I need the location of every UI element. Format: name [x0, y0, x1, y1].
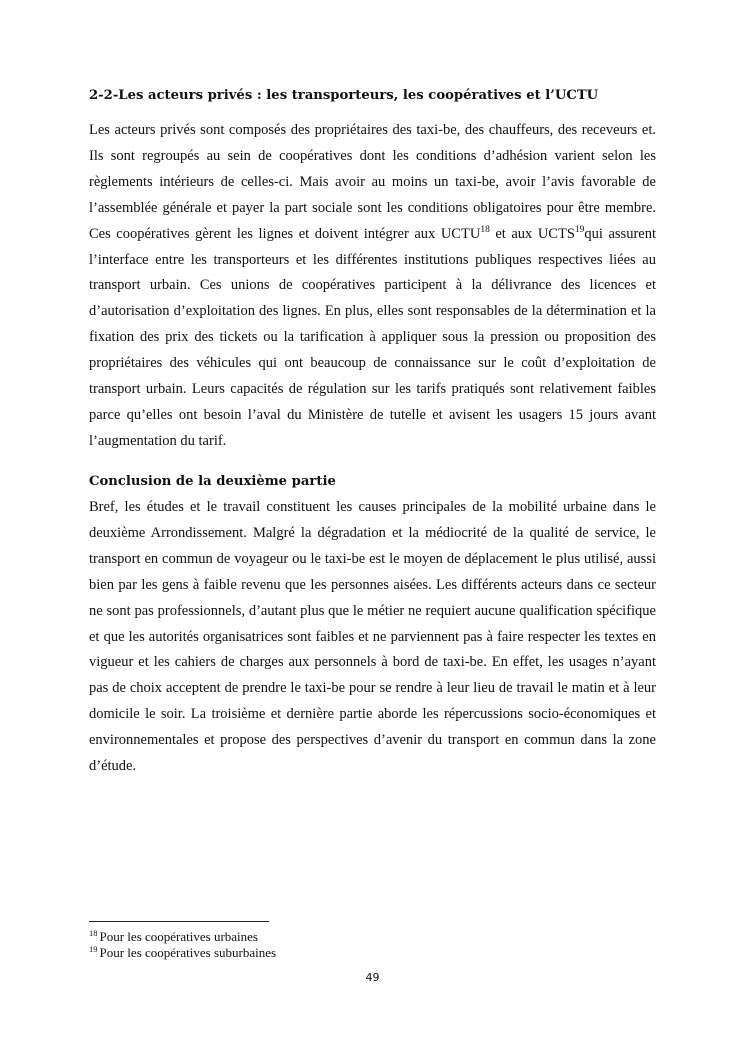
footnote-separator	[89, 921, 269, 922]
footnote-19	[89, 945, 276, 961]
footnote-18	[89, 929, 258, 945]
paragraph-text: Les acteurs privés sont composés des propriétaires des taxi-be, des chauffeurs, des receveurs et. Ils sont regroupés au sein de coopératives dont les conditions d’adhésion varient selon les règlements intérieurs de celles-ci. Mais avoir au moins un taxi-be, avoir l’avis favorable de l’assemblée générale et payer la part sociale sont les conditions obligatoires pour être membre. Ces coopératives gèrent les lignes et doivent intégrer aux UCTU	[89, 122, 656, 242]
page-number: 49	[365, 971, 380, 984]
footnote-text: Pour les coopératives suburbaines	[99, 945, 277, 960]
section-paragraph	[89, 118, 656, 455]
conclusion-paragraph: Bref, les études et le travail constituent les causes principales de la mobilité urbaine dans le deuxième Arrondissement. Malgré la dégradation et la médiocrité de la qualité de service, le transport en commun de voyageur ou le taxi-be est le moyen de déplacement le plus utilisé, aussi bien par les gens à faible revenu que les personnes aisées. Les différents acteurs dans ce secteur ne sont pas professionnels, d’autant plus que le métier ne requiert aucune qualification spécifique et que les autorités organisatrices sont faibles et ne parviennent pas à faire respecter les textes en vigueur et les cahiers de charges aux personnels à bord de taxi-be. En effet, les usages n’ayant pas de choix acceptent de prendre le taxi-be pour se rendre à leur lieu de travail le matin et à leur domicile le soir. La troisième et dernière partie aborde les répercussions socio-économiques et environnementales et propose des perspectives d’avenir du transport en commun dans la zone d’étude.	[89, 499, 656, 775]
footnote-ref-19[interactable]: 19	[574, 224, 585, 235]
footnote-text: Pour les coopératives urbaines	[99, 929, 258, 944]
paragraph-text: et aux UCTS	[489, 225, 575, 242]
footnote-number: 19	[89, 943, 98, 954]
footnote-number: 18	[89, 927, 98, 938]
footnote-ref-18[interactable]: 18	[480, 224, 490, 235]
paragraph-text: qui assurent l’interface entre les transporteurs et les différentes institutions publiques respectives liées au transport urbain. Ces unions de coopératives participent à la délivrance des licences et d’autorisation d’exploitation des lignes. En plus, elles sont responsables de la détermination et la fixation des prix des tickets ou la tarification à appliquer sous la pression ou proposition des propriétaires des véhicules qui ont beaucoup de connaissance sur le coût d’exploitation de transport urbain. Leurs capacités de régulation sur les tarifs pratiqués sont relativement faibles parce qu’elles ont besoin l’aval du Ministère de tutelle et avisent les usagers 15 jours avant l’augmentation du tarif.	[89, 225, 656, 449]
section-heading: 2-2-Les acteurs privés : les transporteurs, les coopératives et l’UCTU	[89, 88, 599, 103]
conclusion-heading: Conclusion de la deuxième partie	[89, 474, 336, 489]
